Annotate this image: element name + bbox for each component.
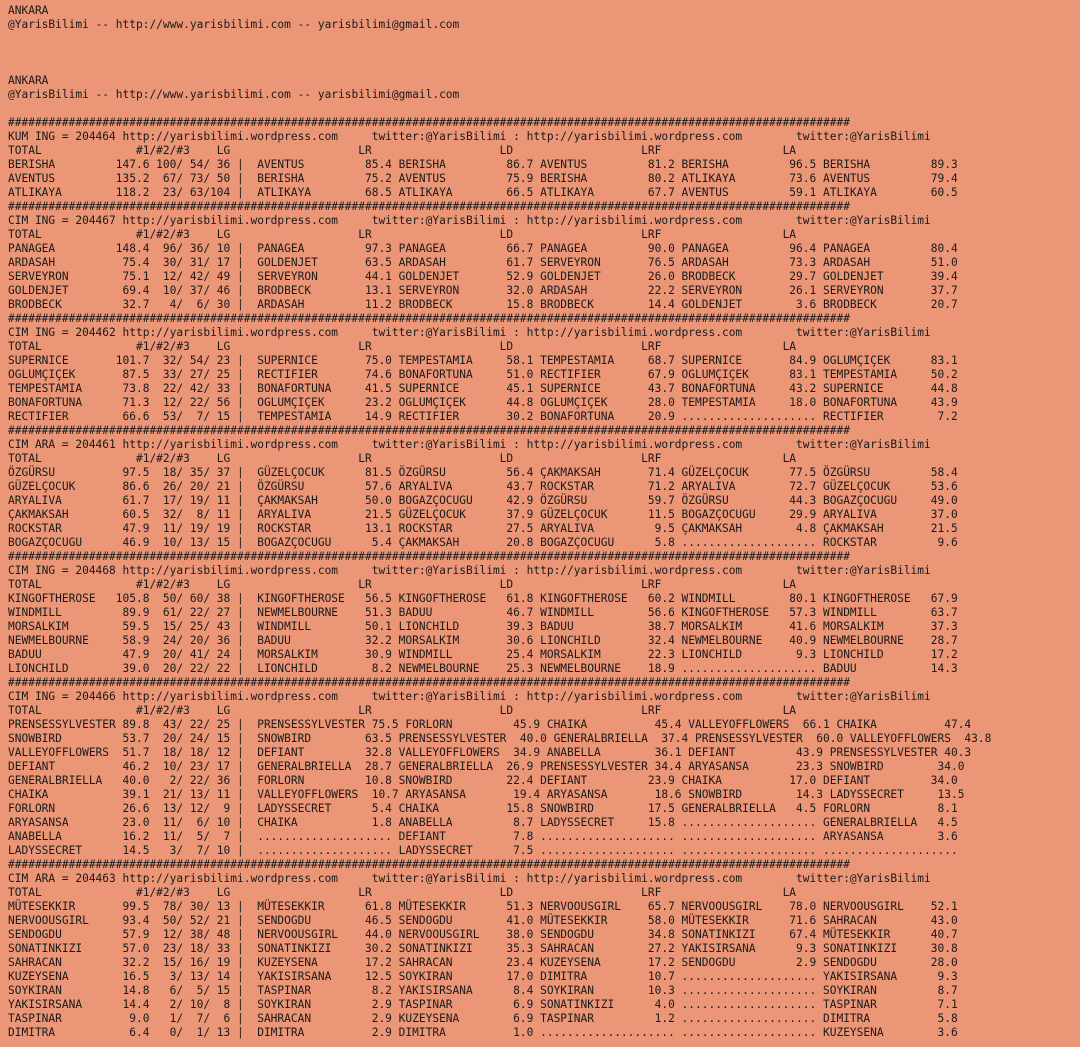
table-row: SAHRACAN 32.2 15/ 16/ 19 | KUZEYSENA 17.2 SAHRACAN 23.4 KUZEYSENA 17.2 SENDOGDU 2.9 SENDOGDU 28.0 [8, 956, 958, 969]
separator-line: ############################################################################################################################# [8, 676, 850, 689]
separator-line: ############################################################################################################################# [8, 200, 850, 213]
column-header: TOTAL #1/#2/#3 LG LR LD LRF LA [8, 578, 797, 591]
separator-line: ############################################################################################################################# [8, 550, 850, 563]
table-row: GENERALBRIELLA 40.0 2/ 22/ 36 | FORLORN 10.8 SNOWBIRD 22.4 DEFIANT 23.9 CHAIKA 17.0 DEFIANT 34.0 [8, 774, 958, 787]
header-line: ANKARA [8, 74, 49, 87]
column-header: TOTAL #1/#2/#3 LG LR LD LRF LA [8, 340, 797, 353]
table-row: MORSALKIM 59.5 15/ 25/ 43 | WINDMILL 50.1 LIONCHILD 39.3 BADUU 38.7 MORSALKIM 41.6 MORSALKIM 37.3 [8, 620, 958, 633]
table-row: YAKISIRSANA 14.4 2/ 10/ 8 | SOYKIRAN 2.9 TASPINAR 6.9 SONATINKIZI 4.0 .................... TASPINAR 7.1 [8, 998, 958, 1011]
table-row: BOGAZÇOCUGU 46.9 10/ 13/ 15 | BOGAZÇOCUGU 5.4 ÇAKMAKSAH 20.8 BOGAZÇOCUGU 5.8 .................... ROCKSTAR 9.6 [8, 536, 958, 549]
table-row: GÜZELÇOCUK 86.6 26/ 20/ 21 | ÖZGÜRSU 57.6 ARYALIVA 43.7 ROCKSTAR 71.2 ARYALIVA 72.7 GÜZELÇOCUK 53.6 [8, 480, 958, 493]
table-row: ARYALIVA 61.7 17/ 19/ 11 | ÇAKMAKSAH 50.0 BOGAZÇOCUGU 42.9 ÖZGÜRSU 59.7 ÖZGÜRSU 44.3 BOGAZÇOCUGU 49.0 [8, 494, 958, 507]
blank-line [8, 60, 1080, 74]
table-row: PANAGEA 148.4 96/ 36/ 10 | PANAGEA 97.3 PANAGEA 66.7 PANAGEA 90.0 PANAGEA 96.4 PANAGEA 80.4 [8, 242, 958, 255]
table-row: WINDMILL 89.9 61/ 22/ 27 | NEWMELBOURNE 51.3 BADUU 46.7 WINDMILL 56.6 KINGOFTHEROSE 57.3 WINDMILL 63.7 [8, 606, 958, 619]
table-row: ANABELLA 16.2 11/ 5/ 7 | .................... DEFIANT 7.8 .................... .................... ARYASANSA 3.6 [8, 830, 958, 843]
table-row: BADUU 47.9 20/ 41/ 24 | MORSALKIM 30.9 WINDMILL 25.4 MORSALKIM 22.3 LIONCHILD 9.3 LIONCHILD 17.2 [8, 648, 958, 661]
separator-line: ############################################################################################################################# [8, 116, 850, 129]
table-row: GOLDENJET 69.4 10/ 37/ 46 | BRODBECK 13.1 SERVEYRON 32.0 ARDASAH 22.2 SERVEYRON 26.1 SERVEYRON 37.7 [8, 284, 958, 297]
race-title: CIM ARA = 204461 http://yarisbilimi.wordpress.com twitter:@YarisBilimi : http://yarisbilimi.wordpress.com twitter:@YarisBilimi [8, 438, 931, 451]
race-title: CIM ING = 204462 http://yarisbilimi.wordpress.com twitter:@YarisBilimi : http://yarisbilimi.wordpress.com twitter:@YarisBilimi [8, 326, 931, 339]
column-header: TOTAL #1/#2/#3 LG LR LD LRF LA [8, 452, 797, 465]
table-row: SENDOGDU 57.9 12/ 38/ 48 | NERVOOUSGIRL 44.0 NERVOOUSGIRL 38.0 SENDOGDU 34.8 SONATINKIZI 67.4 MÜTESEKKIR 40.7 [8, 928, 958, 941]
table-row: TEMPESTAMIA 73.8 22/ 42/ 33 | BONAFORTUNA 41.5 SUPERNICE 45.1 SUPERNICE 43.7 BONAFORTUNA 43.2 SUPERNICE 44.8 [8, 382, 958, 395]
race-title: CIM ING = 204468 http://yarisbilimi.wordpress.com twitter:@YarisBilimi : http://yarisbilimi.wordpress.com twitter:@YarisBilimi [8, 564, 931, 577]
table-row: BRODBECK 32.7 4/ 6/ 30 | ARDASAH 11.2 BRODBECK 15.8 BRODBECK 14.4 GOLDENJET 3.6 BRODBECK 20.7 [8, 298, 958, 311]
table-row: KINGOFTHEROSE 105.8 50/ 60/ 38 | KINGOFTHEROSE 56.5 KINGOFTHEROSE 61.8 KINGOFTHEROSE 60.2 WINDMILL 80.1 KINGOFTHEROSE 67.9 [8, 592, 958, 605]
table-row: ROCKSTAR 47.9 11/ 19/ 19 | ROCKSTAR 13.1 ROCKSTAR 27.5 ARYALIVA 9.5 ÇAKMAKSAH 4.8 ÇAKMAKSAH 21.5 [8, 522, 958, 535]
table-row: SOYKIRAN 14.8 6/ 5/ 15 | TASPINAR 8.2 YAKISIRSANA 8.4 SOYKIRAN 10.3 .................... SOYKIRAN 8.7 [8, 984, 958, 997]
race-title: CIM ING = 204467 http://yarisbilimi.wordpress.com twitter:@YarisBilimi : http://yarisbilimi.wordpress.com twitter:@YarisBilimi [8, 214, 931, 227]
table-row: TASPINAR 9.0 1/ 7/ 6 | SAHRACAN 2.9 KUZEYSENA 6.9 TASPINAR 1.2 .................... DIMITRA 5.8 [8, 1012, 958, 1025]
table-row: AVENTUS 135.2 67/ 73/ 50 | BERISHA 75.2 AVENTUS 75.9 BERISHA 80.2 ATLIKAYA 73.6 AVENTUS 79.4 [8, 172, 958, 185]
column-header: TOTAL #1/#2/#3 LG LR LD LRF LA [8, 144, 797, 157]
table-row: PRENSESSYLVESTER 89.8 43/ 22/ 25 | PRENSESSYLVESTER 75.5 FORLORN 45.9 CHAIKA 45.4 VALLEYOFFLOWERS 66.1 CHAIKA 47.4 [8, 718, 972, 731]
table-row: LADYSSECRET 14.5 3/ 7/ 10 | .................... LADYSSECRET 7.5 .................... .................... .................... [8, 844, 958, 857]
table-row: MÜTESEKKIR 99.5 78/ 30/ 13 | MÜTESEKKIR 61.8 MÜTESEKKIR 51.3 NERVOOUSGIRL 65.7 NERVOOUSGIRL 78.0 NERVOOUSGIRL 52.1 [8, 900, 958, 913]
table-row: NEWMELBOURNE 58.9 24/ 20/ 36 | BADUU 32.2 MORSALKIM 30.6 LIONCHILD 32.4 NEWMELBOURNE 40.9 NEWMELBOURNE 28.7 [8, 634, 958, 647]
table-row: KUZEYSENA 16.5 3/ 13/ 14 | YAKISIRSANA 12.5 SOYKIRAN 17.0 DIMITRA 10.7 .................... YAKISIRSANA 9.3 [8, 970, 958, 983]
race-title: CIM ING = 204466 http://yarisbilimi.wordpress.com twitter:@YarisBilimi : http://yarisbilimi.wordpress.com twitter:@YarisBilimi [8, 690, 931, 703]
table-row: DEFIANT 46.2 10/ 23/ 17 | GENERALBRIELLA 28.7 GENERALBRIELLA 26.9 PRENSESSYLVESTER 34.4 ARYASANSA 23.3 SNOWBIRD 34.0 [8, 760, 965, 773]
table-row: ARDASAH 75.4 30/ 31/ 17 | GOLDENJET 63.5 ARDASAH 61.7 SERVEYRON 76.5 ARDASAH 73.3 ARDASAH 51.0 [8, 256, 958, 269]
column-header: TOTAL #1/#2/#3 LG LR LD LRF LA [8, 886, 797, 899]
column-header: TOTAL #1/#2/#3 LG LR LD LRF LA [8, 228, 797, 241]
column-header: TOTAL #1/#2/#3 LG LR LD LRF LA [8, 704, 797, 717]
table-row: ATLIKAYA 118.2 23/ 63/104 | ATLIKAYA 68.5 ATLIKAYA 66.5 ATLIKAYA 67.7 AVENTUS 59.1 ATLIKAYA 60.5 [8, 186, 958, 199]
table-row: BONAFORTUNA 71.3 12/ 22/ 56 | OGLUMÇIÇEK 23.2 OGLUMÇIÇEK 44.8 OGLUMÇIÇEK 28.0 TEMPESTAMIA 18.0 BONAFORTUNA 43.9 [8, 396, 958, 409]
table-row: ARYASANSA 23.0 11/ 6/ 10 | CHAIKA 1.8 ANABELLA 8.7 LADYSSECRET 15.8 .................... GENERALBRIELLA 4.5 [8, 816, 958, 829]
table-row: RECTIFIER 66.6 53/ 7/ 15 | TEMPESTAMIA 14.9 RECTIFIER 30.2 BONAFORTUNA 20.9 .................... RECTIFIER 7.2 [8, 410, 958, 423]
table-row: SERVEYRON 75.1 12/ 42/ 49 | SERVEYRON 44.1 GOLDENJET 52.9 GOLDENJET 26.0 BRODBECK 29.7 GOLDENJET 39.4 [8, 270, 958, 283]
race-title: CIM ARA = 204463 http://yarisbilimi.wordpress.com twitter:@YarisBilimi : http://yarisbilimi.wordpress.com twitter:@YarisBilimi [8, 872, 931, 885]
table-row: BERISHA 147.6 100/ 54/ 36 | AVENTUS 85.4 BERISHA 86.7 AVENTUS 81.2 BERISHA 96.5 BERISHA 89.3 [8, 158, 958, 171]
separator-line: ############################################################################################################################# [8, 858, 850, 871]
separator-line: ############################################################################################################################# [8, 312, 850, 325]
separator-line: ############################################################################################################################# [8, 424, 850, 437]
table-row: SNOWBIRD 53.7 20/ 24/ 15 | SNOWBIRD 63.5 PRENSESSYLVESTER 40.0 GENERALBRIELLA 37.4 PRENSESSYLVESTER 60.0 VALLEYOFFLOWERS 43.8 [8, 732, 992, 745]
table-row: SONATINKIZI 57.0 23/ 18/ 33 | SONATINKIZI 30.2 SONATINKIZI 35.3 SAHRACAN 27.2 YAKISIRSANA 9.3 SONATINKIZI 30.8 [8, 942, 958, 955]
table-row: DIMITRA 6.4 0/ 1/ 13 | DIMITRA 2.9 DIMITRA 1.0 .................... .................... KUZEYSENA 3.6 [8, 1026, 958, 1039]
table-row: VALLEYOFFLOWERS 51.7 18/ 18/ 12 | DEFIANT 32.8 VALLEYOFFLOWERS 34.9 ANABELLA 36.1 DEFIANT 43.9 PRENSESSYLVESTER 40.3 [8, 746, 972, 759]
header-line: @YarisBilimi -- http://www.yarisbilimi.com -- yarisbilimi@gmail.com [8, 88, 460, 101]
race-title: KUM ING = 204464 http://yarisbilimi.wordpress.com twitter:@YarisBilimi : http://yarisbilimi.wordpress.com twitter:@YarisBilimi [8, 130, 931, 143]
table-row: ÖZGÜRSU 97.5 18/ 35/ 37 | GÜZELÇOCUK 81.5 ÖZGÜRSU 56.4 ÇAKMAKSAH 71.4 GÜZELÇOCUK 77.5 ÖZGÜRSU 58.4 [8, 466, 958, 479]
table-row: LIONCHILD 39.0 20/ 22/ 22 | LIONCHILD 8.2 NEWMELBOURNE 25.3 NEWMELBOURNE 18.9 .................... BADUU 14.3 [8, 662, 958, 675]
blank-line [8, 32, 1080, 46]
table-row: NERVOOUSGIRL 93.4 50/ 52/ 21 | SENDOGDU 46.5 SENDOGDU 41.0 MÜTESEKKIR 58.0 MÜTESEKKIR 71.6 SAHRACAN 43.0 [8, 914, 958, 927]
blank-line [8, 46, 1080, 60]
table-row: ÇAKMAKSAH 60.5 32/ 8/ 11 | ARYALIVA 21.5 GÜZELÇOCUK 37.9 GÜZELÇOCUK 11.5 BOGAZÇOCUGU 29.9 ARYALIVA 37.0 [8, 508, 958, 521]
header-line: ANKARA [8, 4, 49, 17]
table-row: CHAIKA 39.1 21/ 13/ 11 | VALLEYOFFLOWERS 10.7 ARYASANSA 19.4 ARYASANSA 18.6 SNOWBIRD 14.3 LADYSSECRET 13.5 [8, 788, 965, 801]
table-row: FORLORN 26.6 13/ 12/ 9 | LADYSSECRET 5.4 CHAIKA 15.8 SNOWBIRD 17.5 GENERALBRIELLA 4.5 FORLORN 8.1 [8, 802, 958, 815]
table-row: OGLUMÇIÇEK 87.5 33/ 27/ 25 | RECTIFIER 74.6 BONAFORTUNA 51.0 RECTIFIER 67.9 OGLUMÇIÇEK 83.1 TEMPESTAMIA 50.2 [8, 368, 958, 381]
header-line: @YarisBilimi -- http://www.yarisbilimi.com -- yarisbilimi@gmail.com [8, 18, 460, 31]
blank-line [8, 102, 1080, 116]
table-row: SUPERNICE 101.7 32/ 54/ 23 | SUPERNICE 75.0 TEMPESTAMIA 58.1 TEMPESTAMIA 68.7 SUPERNICE 84.9 OGLUMÇIÇEK 83.1 [8, 354, 958, 367]
